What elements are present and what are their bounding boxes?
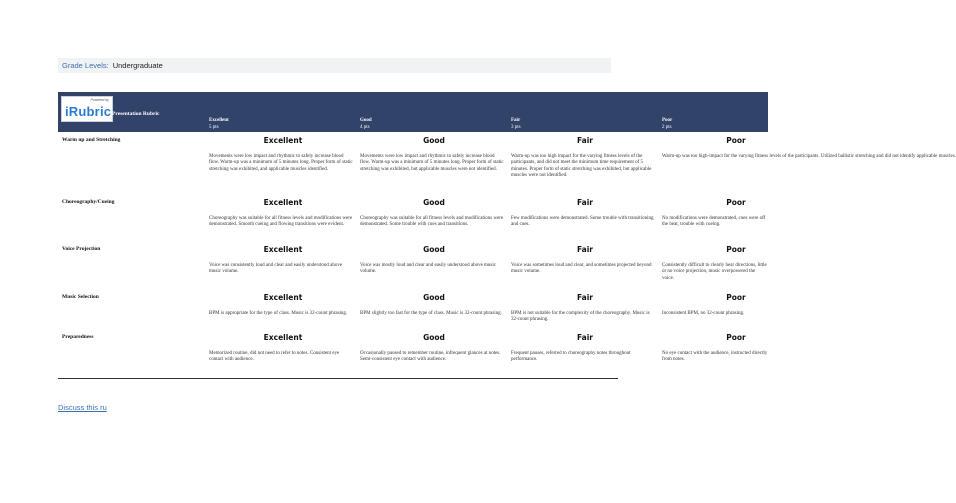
table-bottom-rule	[58, 378, 618, 379]
level-label: Good	[423, 245, 445, 254]
rubric-cell: Warm-up was too high impact for the varying fitness levels of the participants, and did not meet the minimum time requirement of 5 minutes. Proper form of static stretching was exhibited, but applicable muscles were not identified.	[511, 154, 652, 179]
level-label: Fair	[576, 333, 593, 342]
discuss-link[interactable]: Discuss this ru	[58, 403, 107, 412]
rubric-cell: Voice was consistently loud and clear and easily understood above music volume.	[209, 263, 343, 275]
criterion-label: Voice Projection	[62, 246, 101, 252]
rubric-cell: Inconsistent BPM, no 32-count phrasing.	[662, 311, 745, 316]
rubric-cell: BPM is not suitable for the complexity of the choreography. Music is 32-count phrasing.	[511, 311, 650, 323]
rubric-cell: Movements were low impact and rhythmic to safely increase blood flow. Warm-up was a minimum of 5 minutes long. Proper form of static stretching was exhibited, but applicable muscles were not identified.	[360, 154, 504, 172]
level-label: Fair	[576, 198, 593, 207]
level-label: Fair	[576, 293, 593, 302]
level-label: Good	[423, 333, 445, 342]
rubric-cell: BPM slightly too fast for the type of class. Music is 32-count phrasing.	[360, 311, 502, 316]
level-label: Excellent	[263, 198, 303, 207]
level-label: Excellent	[263, 333, 303, 342]
level-label: Fair	[576, 245, 593, 254]
rubric-cell: Choreography was suitable for all fitness levels and modifications were demonstrated. Smooth cueing and flowing transitions were evident.	[209, 216, 353, 228]
level-label: Good	[423, 136, 445, 145]
rubric-cell: Voice was sometimes loud and clear, and sometimes projected beyond music volume.	[511, 263, 652, 275]
irubric-logo[interactable]: Powered by iRubric	[61, 96, 113, 122]
criterion-label: Warm up and Stretching	[62, 137, 121, 143]
level-label: Excellent	[263, 136, 303, 145]
rubric-header	[58, 92, 768, 132]
rubric-cell: BPM is appropriate for the type of class. Music is 32-count phrasing.	[209, 311, 348, 316]
rubric-cell: Warm-up was too high-impact for the varying fitness levels of the participants. Utilized ballistic stretching and did not identify applicable muscles.	[662, 154, 956, 159]
rubric-cell: No modifications were demonstrated, cues were off the beat, trouble with cueing.	[662, 216, 766, 228]
level-header-good: Good 4 pts	[360, 118, 372, 130]
level-header-fair: Fair 3 pts	[511, 118, 521, 130]
level-label: Excellent	[263, 293, 303, 302]
rubric-title: Presentation Rubric	[112, 111, 160, 117]
level-label: Excellent	[263, 245, 303, 254]
level-header-poor: Poor 2 pts	[662, 118, 673, 130]
rubric-cell: Consistently difficult to clearly hear directions, little or no voice projection, music overpowered the voice.	[662, 263, 767, 281]
level-label: Poor	[726, 245, 746, 254]
level-header-excellent: Excellent 5 pts	[209, 118, 229, 130]
grade-levels-label: Grade Levels:	[62, 61, 109, 70]
level-label: Poor	[726, 333, 746, 342]
rubric-cell: Frequent pauses, referred to choreography notes throughout performance.	[511, 351, 631, 363]
rubric-cell: Few modifications were demonstrated. Some trouble with transitioning and cues.	[511, 216, 654, 228]
rubric-cell: Occasionally paused to remember routine, infrequent glances at notes. Semi-consistent eye contact with audience.	[360, 351, 501, 363]
level-label: Poor	[726, 293, 746, 302]
level-label: Poor	[726, 198, 746, 207]
level-label: Fair	[576, 136, 593, 145]
rubric-cell: No eye contact with the audience, instructed directly from notes.	[662, 351, 768, 363]
criterion-label: Preparedness	[62, 334, 94, 340]
criterion-label: Music Selection	[62, 294, 99, 300]
criterion-label: Choreography/Cueing	[62, 199, 115, 205]
level-label: Good	[423, 198, 445, 207]
grade-levels-bar	[58, 58, 611, 73]
level-label: Good	[423, 293, 445, 302]
rubric-cell: Movements were low impact and rhythmic to safely increase blood flow. Warm-up was a minimum of 5 minutes long. Proper form of static stretching was exhibited, and applicable muscles identified.	[209, 154, 353, 172]
rubric-cell: Memorized routine, did not need to refer to notes. Consistent eye contact with audience.	[209, 351, 340, 363]
rubric-table	[58, 92, 956, 363]
rubric-cell: Choreography was suitable for all fitness levels and modifications were demonstrated. Some trouble with cues and transitions.	[360, 216, 504, 228]
rubric-cell: Voice was mostly loud and clear and easily understood above music volume.	[360, 263, 496, 275]
level-label: Poor	[726, 136, 746, 145]
grade-levels-value: Undergraduate	[112, 61, 163, 70]
